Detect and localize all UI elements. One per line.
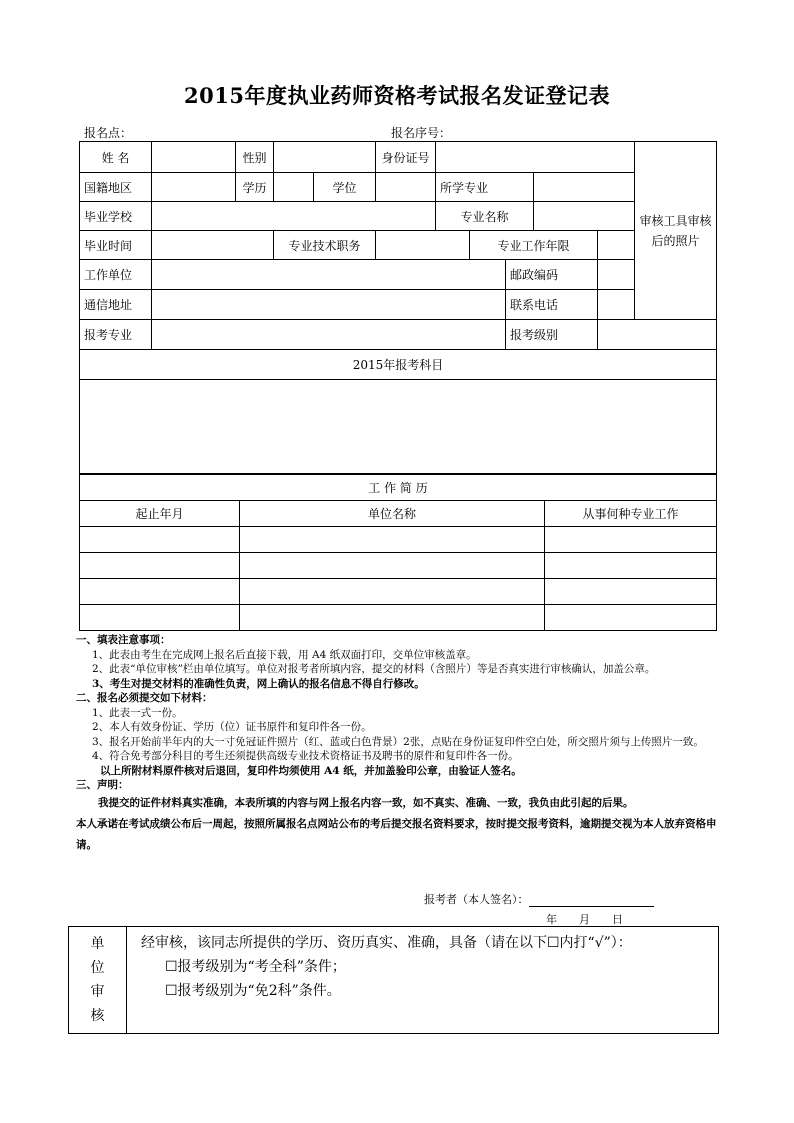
work-years-label: 专业工作年限 bbox=[470, 231, 598, 260]
id-number-label: 身份证号 bbox=[376, 142, 436, 173]
date-day: 日 bbox=[612, 913, 623, 926]
work-history-table bbox=[79, 474, 717, 631]
degree-label: 学位 bbox=[314, 173, 376, 202]
registration-serial-label: 报名序号： bbox=[391, 126, 452, 140]
postal-code-label: 邮政编码 bbox=[506, 260, 598, 290]
table-cell[interactable] bbox=[545, 579, 717, 605]
note-heading-1: 一、填表注意事项： bbox=[76, 634, 171, 646]
signature-line[interactable] bbox=[529, 894, 654, 907]
id-number-field[interactable] bbox=[436, 142, 635, 173]
declaration-paragraph: 我提交的证件材料真实准确，本表所填的内容与网上报名内容一致，如不真实、准确、一致，我负由此引起的后果。 bbox=[98, 796, 634, 809]
education-label: 学历 bbox=[236, 173, 274, 202]
applicant-info-table bbox=[79, 141, 717, 474]
review-option-exempt[interactable]: ☐报考级别为“免2科”条件。 bbox=[165, 983, 341, 999]
note-item: 1、此表一式一份。 bbox=[92, 706, 183, 719]
note-heading-3: 三、声明： bbox=[76, 779, 129, 791]
unit-review-table bbox=[68, 926, 719, 1034]
address-label: 通信地址 bbox=[80, 290, 152, 320]
review-option-full[interactable]: ☐报考级别为“考全科”条件； bbox=[165, 959, 346, 975]
table-cell[interactable] bbox=[545, 527, 717, 553]
note-heading-2: 二、报名必须提交如下材料： bbox=[76, 692, 213, 704]
phone-field[interactable] bbox=[598, 290, 635, 320]
exam-major-field[interactable] bbox=[152, 320, 506, 350]
unit-review-body bbox=[127, 927, 719, 1034]
employer-field[interactable] bbox=[152, 260, 506, 290]
school-label: 毕业学校 bbox=[80, 202, 152, 231]
table-cell[interactable] bbox=[240, 553, 545, 579]
table-cell[interactable] bbox=[240, 527, 545, 553]
date-row bbox=[546, 911, 645, 927]
table-cell[interactable] bbox=[80, 605, 240, 631]
major-studied-label: 所学专业 bbox=[436, 173, 534, 202]
major-name-label: 专业名称 bbox=[436, 202, 534, 231]
work-years-field[interactable] bbox=[598, 231, 635, 260]
table-cell[interactable] bbox=[545, 605, 717, 631]
table-cell[interactable] bbox=[80, 527, 240, 553]
subjects-field[interactable] bbox=[80, 380, 717, 474]
grad-time-field[interactable] bbox=[152, 231, 274, 260]
col-period: 起止年月 bbox=[80, 501, 240, 527]
nationality-field[interactable] bbox=[152, 173, 236, 202]
table-cell[interactable] bbox=[240, 579, 545, 605]
note-item: 3、考生对提交材料的准确性负责，网上确认的报名信息不得自行修改。 bbox=[92, 677, 425, 690]
tech-title-field[interactable] bbox=[376, 231, 470, 260]
exam-level-label: 报考级别 bbox=[506, 320, 598, 350]
signature-label: 报考者（本人签名）： bbox=[424, 893, 529, 906]
declaration-paragraph: 本人承诺在考试成绩公布后一周起，按照所属报名点网站公布的考后提交报名资料要求，按时提交报考资料，逾期提交视为本人放弃资格申请。 bbox=[76, 817, 717, 851]
exam-major-label: 报考专业 bbox=[80, 320, 152, 350]
major-name-field[interactable] bbox=[534, 202, 635, 231]
exam-level-field[interactable] bbox=[598, 320, 717, 350]
phone-label: 联系电话 bbox=[506, 290, 598, 320]
note-item: 4、符合免考部分科目的考生还须提供高级专业技术资格证书及聘书的原件和复印件各一份。 bbox=[92, 750, 519, 762]
signature-row bbox=[424, 891, 654, 907]
note-item: 2、本人有效身份证、学历（位）证书原件和复印件各一份。 bbox=[92, 721, 372, 733]
note-item: 3、报名开始前半年内的大一寸免冠证件照片（红、蓝或白色背景）2张，点贴在身份证复印件空白处，所交照片须与上传照片一致。 bbox=[92, 735, 704, 748]
unit-review-label: 单位审核 bbox=[69, 927, 127, 1034]
table-cell[interactable] bbox=[80, 553, 240, 579]
page-title: 2015年度执业药师资格考试报名发证登记表 bbox=[184, 83, 610, 108]
note-item: 2、此表“单位审核”栏由单位填写。单位对报考者所填内容，提交的材料（含照片）等是否真实进行审核确认，加盖公章。 bbox=[92, 663, 656, 675]
notes-section bbox=[76, 633, 726, 856]
school-field[interactable] bbox=[152, 202, 436, 231]
address-field[interactable] bbox=[152, 290, 506, 320]
date-year: 年 bbox=[546, 913, 557, 926]
review-text: 经审核，该同志所提供的学历、资历真实、准确，具备（请在以下☐内打“√”）： bbox=[141, 935, 632, 951]
employer-label: 工作单位 bbox=[80, 260, 152, 290]
photo-box[interactable]: 审核工具审核后的照片 bbox=[635, 142, 717, 320]
note-item: 1、此表由考生在完成网上报名后直接下载，用 A4 纸双面打印，交单位审核盖章。 bbox=[92, 648, 477, 661]
gender-field[interactable] bbox=[274, 142, 376, 173]
tech-title-label: 专业技术职务 bbox=[274, 231, 376, 260]
table-cell[interactable] bbox=[545, 553, 717, 579]
education-field[interactable] bbox=[274, 173, 314, 202]
note-item: 以上所附材料原件核对后退回，复印件均须使用 A4 纸，并加盖验印公章，由验证人签名。 bbox=[100, 764, 522, 777]
grad-time-label: 毕业时间 bbox=[80, 231, 152, 260]
major-studied-field[interactable] bbox=[534, 173, 635, 202]
col-work: 从事何种专业工作 bbox=[545, 501, 717, 527]
nationality-label: 国籍地区 bbox=[80, 173, 152, 202]
table-cell[interactable] bbox=[80, 579, 240, 605]
date-month: 月 bbox=[579, 913, 590, 926]
name-label: 姓 名 bbox=[80, 142, 152, 173]
registration-site-label: 报名点： bbox=[84, 126, 133, 140]
gender-label: 性别 bbox=[236, 142, 274, 173]
table-cell[interactable] bbox=[240, 605, 545, 631]
subjects-header: 2015年报考科目 bbox=[80, 350, 717, 380]
col-unit: 单位名称 bbox=[240, 501, 545, 527]
postal-code-field[interactable] bbox=[598, 260, 635, 290]
degree-field[interactable] bbox=[376, 173, 436, 202]
work-history-header: 工 作 简 历 bbox=[80, 475, 717, 501]
name-field[interactable] bbox=[152, 142, 236, 173]
